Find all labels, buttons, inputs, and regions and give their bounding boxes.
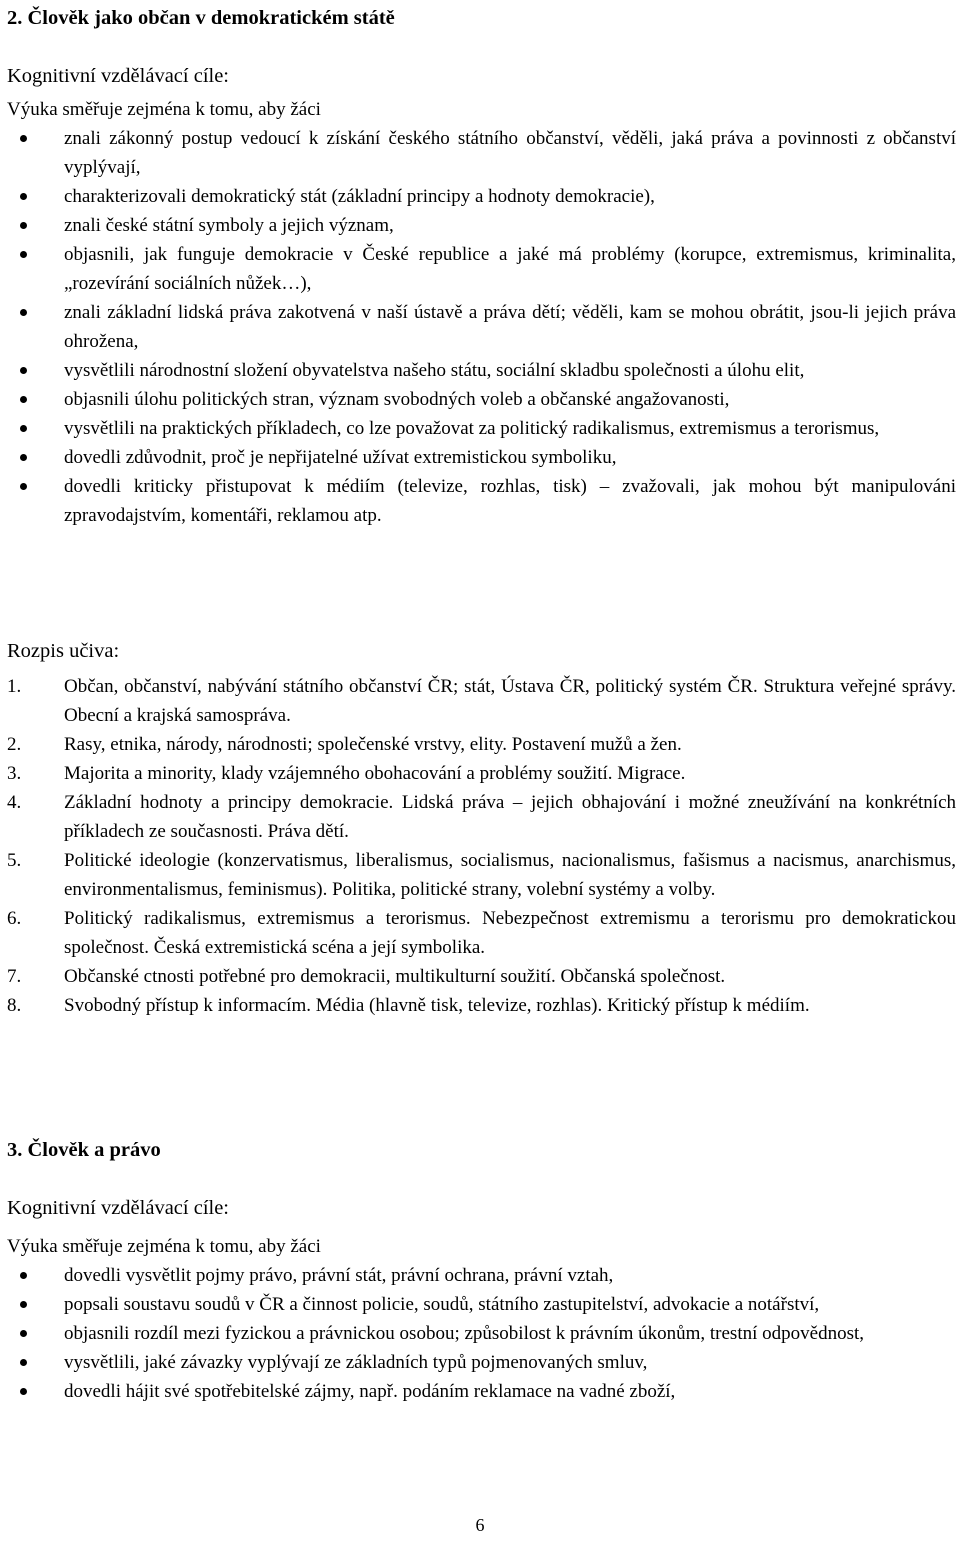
- item-text: Svobodný přístup k informacím. Média (hlavně tisk, televize, rozhlas). Kritický přístup k médiím.: [64, 995, 810, 1016]
- goal-item: [0, 1261, 960, 1290]
- bullet-icon: [20, 222, 27, 229]
- goals-list: [0, 1261, 960, 1406]
- goal-item: [0, 356, 960, 385]
- goal-item: [0, 1348, 960, 1377]
- item-number: 6.: [7, 908, 22, 929]
- syllabus-item: [0, 846, 960, 904]
- syllabus-item: [0, 759, 960, 788]
- syllabus-item: [0, 904, 960, 962]
- item-number: 1.: [7, 676, 22, 697]
- goal-item: [0, 1319, 960, 1348]
- bullet-icon: [20, 251, 27, 258]
- goal-item: [0, 298, 960, 356]
- goal-text: vysvětlili na praktických příkladech, co lze považovat za politický radikalismus, extremismus a terorismus,: [64, 418, 880, 439]
- item-number: 3.: [7, 763, 22, 784]
- subsection-heading: Rozpis učiva:: [7, 640, 120, 662]
- item-number: 7.: [7, 966, 22, 987]
- bullet-icon: [20, 367, 27, 374]
- goal-item: [0, 240, 960, 298]
- goal-item: [0, 443, 960, 472]
- goal-item: [0, 182, 960, 211]
- bullet-icon: [20, 483, 27, 490]
- goal-item: [0, 211, 960, 240]
- goal-text: objasnili, jak funguje demokracie v České republice a jaké má problémy (korupce, extremismus, kriminalita, „rozevírání sociálních nůžek…),: [64, 244, 956, 294]
- section-heading: 2. Člověk jako občan v demokratickém státě: [7, 7, 395, 29]
- syllabus-list: [0, 672, 960, 1020]
- item-text: Majorita a minority, klady vzájemného obohacování a problémy soužití. Migrace.: [64, 763, 686, 784]
- bullet-icon: [20, 1301, 27, 1308]
- item-text: Občanské ctnosti potřebné pro demokracii, multikulturní soužití. Občanská společnost.: [64, 966, 726, 987]
- goal-item: [0, 414, 960, 443]
- item-text: Politický radikalismus, extremismus a terorismus. Nebezpečnost extremismu a terorismu pro demokratickou společnost. Česká extremistická scéna a její symbolika.: [64, 908, 956, 958]
- bullet-icon: [20, 1359, 27, 1366]
- goal-text: znali české státní symboly a jejich význam,: [64, 215, 394, 236]
- bullet-icon: [20, 135, 27, 142]
- item-number: 4.: [7, 792, 22, 813]
- item-text: Základní hodnoty a principy demokracie. Lidská práva – jejich obhajování i možné zneužívání na konkrétních příkladech ze současnosti. Práva dětí.: [64, 792, 956, 842]
- goal-item: [0, 1377, 960, 1406]
- bullet-icon: [20, 454, 27, 461]
- item-text: Rasy, etnika, národy, národnosti; společenské vrstvy, elity. Postavení mužů a žen.: [64, 734, 682, 755]
- goal-text: vysvětlili národnostní složení obyvatelstva našeho státu, sociální skladbu společnosti a úlohu elit,: [64, 360, 805, 381]
- syllabus-item: [0, 788, 960, 846]
- syllabus-item: [0, 672, 960, 730]
- item-number: 5.: [7, 850, 22, 871]
- syllabus-item: [0, 991, 960, 1020]
- goal-item: [0, 472, 960, 530]
- bullet-icon: [20, 309, 27, 316]
- syllabus-item: [0, 962, 960, 991]
- goal-text: dovedli vysvětlit pojmy právo, právní stát, právní ochrana, právní vztah,: [64, 1265, 614, 1286]
- goal-text: dovedli zdůvodnit, proč je nepřijatelné užívat extremistickou symboliku,: [64, 447, 617, 468]
- bullet-icon: [20, 1330, 27, 1337]
- goal-text: dovedli kriticky přistupovat k médiím (televize, rozhlas, tisk) – zvažovali, jak mohou být manipulováni zpravodajstvím, komentáři, reklamou atp.: [64, 476, 956, 526]
- subsection-heading: Kognitivní vzdělávací cíle:: [7, 1197, 230, 1219]
- bullet-icon: [20, 1388, 27, 1395]
- goal-text: vysvětlili, jaké závazky vyplývají ze základních typů pojmenovaných smluv,: [64, 1352, 648, 1373]
- goal-item: [0, 124, 960, 182]
- bullet-icon: [20, 396, 27, 403]
- goal-text: znali základní lidská práva zakotvená v naší ústavě a práva dětí; věděli, kam se mohou obrátit, jsou-li jejich práva ohrožena,: [64, 302, 956, 352]
- goal-text: charakterizovali demokratický stát (základní principy a hodnoty demokracie),: [64, 186, 655, 207]
- item-text: Občan, občanství, nabývání státního občanství ČR; stát, Ústava ČR, politický systém ČR. Struktura veřejné správy. Obecní a krajská samospráva.: [64, 676, 956, 726]
- subsection-heading: Kognitivní vzdělávací cíle:: [7, 65, 230, 87]
- goals-list: [0, 124, 960, 530]
- item-number: 8.: [7, 995, 22, 1016]
- bullet-icon: [20, 1272, 27, 1279]
- goal-text: popsali soustavu soudů v ČR a činnost policie, soudů, státního zastupitelství, advokacie a notářství,: [64, 1294, 820, 1315]
- goal-item: [0, 385, 960, 414]
- goal-text: znali zákonný postup vedoucí k získání českého státního občanství, věděli, jaká práva a povinnosti z občanství vyplývají,: [64, 128, 956, 178]
- item-number: 2.: [7, 734, 22, 755]
- intro-line: Výuka směřuje zejména k tomu, aby žáci: [7, 99, 321, 120]
- goal-item: [0, 1290, 960, 1319]
- goal-text: objasnili úlohu politických stran, význam svobodných voleb a občanské angažovanosti,: [64, 389, 730, 410]
- page-number: 6: [475, 1515, 485, 1535]
- section-heading: 3. Člověk a právo: [7, 1139, 161, 1161]
- bullet-icon: [20, 425, 27, 432]
- intro-line: Výuka směřuje zejména k tomu, aby žáci: [7, 1236, 321, 1257]
- item-text: Politické ideologie (konzervatismus, liberalismus, socialismus, nacionalismus, fašismus a nacismus, anarchismus, environmentalismus, feminismus). Politika, politické strany, volební systémy a volby.: [64, 850, 956, 900]
- syllabus-item: [0, 730, 960, 759]
- goal-text: objasnili rozdíl mezi fyzickou a právnickou osobou; způsobilost k právním úkonům, trestní odpovědnost,: [64, 1323, 864, 1344]
- bullet-icon: [20, 193, 27, 200]
- goal-text: dovedli hájit své spotřebitelské zájmy, např. podáním reklamace na vadné zboží,: [64, 1381, 676, 1402]
